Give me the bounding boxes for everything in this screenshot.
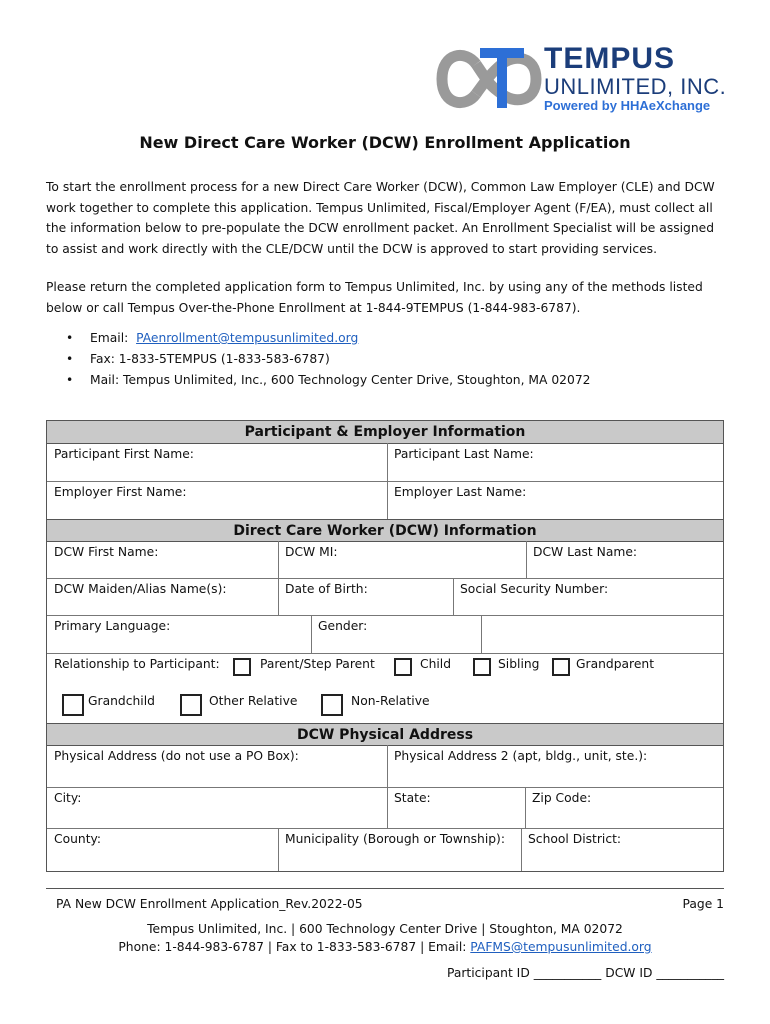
child-checkbox[interactable] [394,658,412,676]
section-header-dcw: Direct Care Worker (DCW) Information [47,519,723,542]
column-divider [311,615,312,653]
return-line: below or call Tempus Over-the-Phone Enrollment at 1-844-9TEMPUS (1-844-983-6787). [46,300,581,315]
employer-first-name-field[interactable]: Employer First Name: [54,485,187,499]
footer-phone-fax: Phone: 1-844-983-6787 | Fax to 1-833-583-6787 | Email: [118,940,471,954]
column-divider [387,745,388,787]
tempus-logo [432,42,732,118]
primary-language-field[interactable]: Primary Language: [54,619,171,633]
grandchild-option-label: Grandchild [88,694,155,708]
grandparent-option-label: Grandparent [576,657,655,671]
grandparent-checkbox[interactable] [552,658,570,676]
non-relative-option-label: Non-Relative [351,694,430,708]
column-divider [526,541,527,578]
city-field[interactable]: City: [54,791,82,805]
tempus-infinity-icon [436,46,542,112]
mail-text: Mail: Tempus Unlimited, Inc., 600 Technology Center Drive, Stoughton, MA 02072 [90,373,591,387]
intro-line: the information below to pre-populate the DCW enrollment packet. An Enrollment Specialist will be assigned [46,221,715,235]
row-divider [47,653,723,654]
footer-contact [0,940,770,954]
list-item [66,349,590,370]
bullet-icon: • [66,373,74,387]
footer-page-number: Page 1 [682,897,724,911]
column-divider [525,787,526,828]
return-paragraph [46,277,736,318]
parent-option-label: Parent/Step Parent [260,657,375,671]
other-relative-option-label: Other Relative [209,694,298,708]
logo-name-line1: TEMPUS [544,42,676,75]
section-header-address: DCW Physical Address [47,723,723,746]
section-header-participant: Participant & Employer Information [47,421,723,444]
grandchild-checkbox[interactable] [62,694,84,716]
participant-first-name-field[interactable]: Participant First Name: [54,447,194,461]
footer-email-link[interactable]: PAFMS@tempusunlimited.org [470,940,652,954]
email-label: Email: [90,331,137,345]
physical-address-2-field[interactable]: Physical Address 2 (apt, bldg., unit, ste.): [394,749,648,763]
zip-code-field[interactable]: Zip Code: [532,791,592,805]
county-field[interactable]: County: [54,832,102,846]
column-divider [387,787,388,828]
footer-rule [46,888,724,889]
list-item [66,328,590,349]
column-divider [278,828,279,871]
date-of-birth-field[interactable]: Date of Birth: [285,582,368,596]
footer-doc-id: PA New DCW Enrollment Application_Rev.2022-05 [56,897,363,911]
page-title: New Direct Care Worker (DCW) Enrollment Application [139,133,631,152]
return-methods-list [66,328,590,391]
parent-checkbox[interactable] [233,658,251,676]
fax-text: Fax: 1-833-5TEMPUS (1-833-583-6787) [90,352,330,366]
gender-field[interactable]: Gender: [318,619,368,633]
sibling-checkbox[interactable] [473,658,491,676]
physical-address-field[interactable]: Physical Address (do not use a PO Box): [54,749,299,763]
dcw-alias-field[interactable]: DCW Maiden/Alias Name(s): [54,582,227,596]
column-divider [521,828,522,871]
school-district-field[interactable]: School District: [528,832,622,846]
intro-line: to assist and work directly with the CLE/DCW until the DCW is approved to start providing services. [46,241,657,256]
other-relative-checkbox[interactable] [180,694,202,716]
column-divider [278,578,279,615]
dcw-mi-field[interactable]: DCW MI: [285,545,338,559]
list-item [66,370,590,391]
footer-address: Tempus Unlimited, Inc. | 600 Technology Center Drive | Stoughton, MA 02072 [147,922,623,936]
participant-last-name-field[interactable]: Participant Last Name: [394,447,534,461]
intro-line: work together to complete this application. Tempus Unlimited, Fiscal/Employer Agent (F/EA), must collect all [46,200,713,215]
sibling-option-label: Sibling [498,657,540,671]
ssn-field[interactable]: Social Security Number: [460,582,609,596]
municipality-field[interactable]: Municipality (Borough or Township): [285,832,505,846]
dcw-first-name-field[interactable]: DCW First Name: [54,545,159,559]
employer-last-name-field[interactable]: Employer Last Name: [394,485,527,499]
non-relative-checkbox[interactable] [321,694,343,716]
intro-line: To start the enrollment process for a new Direct Care Worker (DCW), Common Law Employer (CLE) and DCW [46,180,715,194]
column-divider [481,615,482,653]
dcw-last-name-field[interactable]: DCW Last Name: [533,545,638,559]
enrollment-email-link[interactable]: PAenrollment@tempusunlimited.org [136,331,359,345]
child-option-label: Child [420,657,452,671]
return-line: Please return the completed application form to Tempus Unlimited, Inc. by using any of the methods listed [46,280,703,294]
state-field[interactable]: State: [394,791,431,805]
relationship-label: Relationship to Participant: [54,657,220,671]
column-divider [387,443,388,519]
intro-paragraph [46,177,736,259]
column-divider [278,541,279,578]
bullet-icon: • [66,352,74,366]
logo-name-line2: UNLIMITED, INC. [544,74,727,99]
logo-tagline: Powered by HHAeXchange [544,98,711,113]
column-divider [453,578,454,615]
enrollment-form [46,420,724,872]
footer-ids: Participant ID ___________ DCW ID ___________ [446,966,724,980]
bullet-icon: • [66,331,74,345]
